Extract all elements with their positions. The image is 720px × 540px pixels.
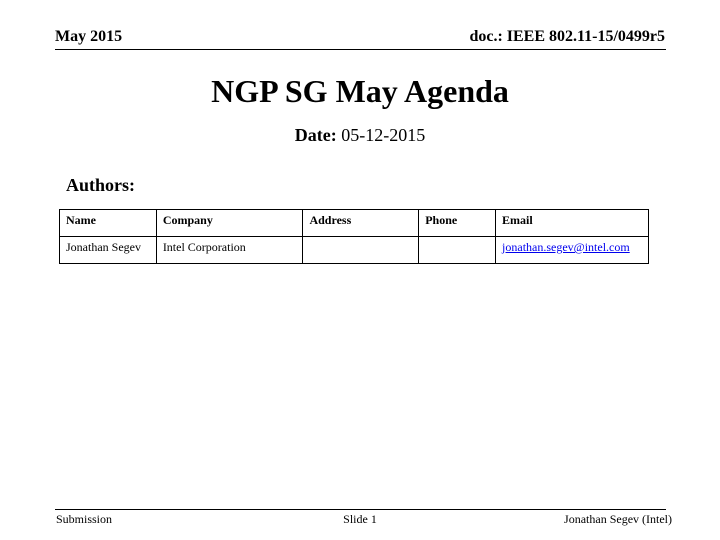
footer-submission: Submission: [56, 512, 113, 526]
cell-phone: [419, 237, 496, 264]
column-header-address: Address: [303, 210, 419, 237]
footer-divider: [55, 509, 666, 510]
footer-author: Jonathan Segev (Intel): [564, 512, 672, 526]
table-row: [60, 237, 649, 264]
date-label: Date:: [294, 125, 337, 145]
column-header-phone: Phone: [419, 210, 496, 237]
cell-name: Jonathan Segev: [60, 237, 157, 264]
footer-slide-number: Slide 1: [343, 512, 377, 526]
cell-email: [496, 237, 649, 264]
column-header-company: Company: [156, 210, 303, 237]
header-date: May 2015: [55, 28, 123, 45]
cell-company: Intel Corporation: [156, 237, 303, 264]
header-doc-id: doc.: IEEE 802.11-15/0499r5: [469, 28, 665, 45]
cell-address: [303, 237, 419, 264]
authors-heading: Authors:: [66, 175, 136, 195]
authors-table: [59, 209, 649, 264]
column-header-email: Email: [496, 210, 649, 237]
slide-title: NGP SG May Agenda: [211, 73, 509, 109]
table-header-row: [60, 210, 649, 237]
column-header-name: Name: [60, 210, 157, 237]
header-divider: [55, 49, 666, 50]
date-line: [0, 125, 720, 146]
email-link[interactable]: jonathan.segev@intel.com: [502, 240, 630, 254]
date-value: 05-12-2015: [341, 125, 426, 145]
